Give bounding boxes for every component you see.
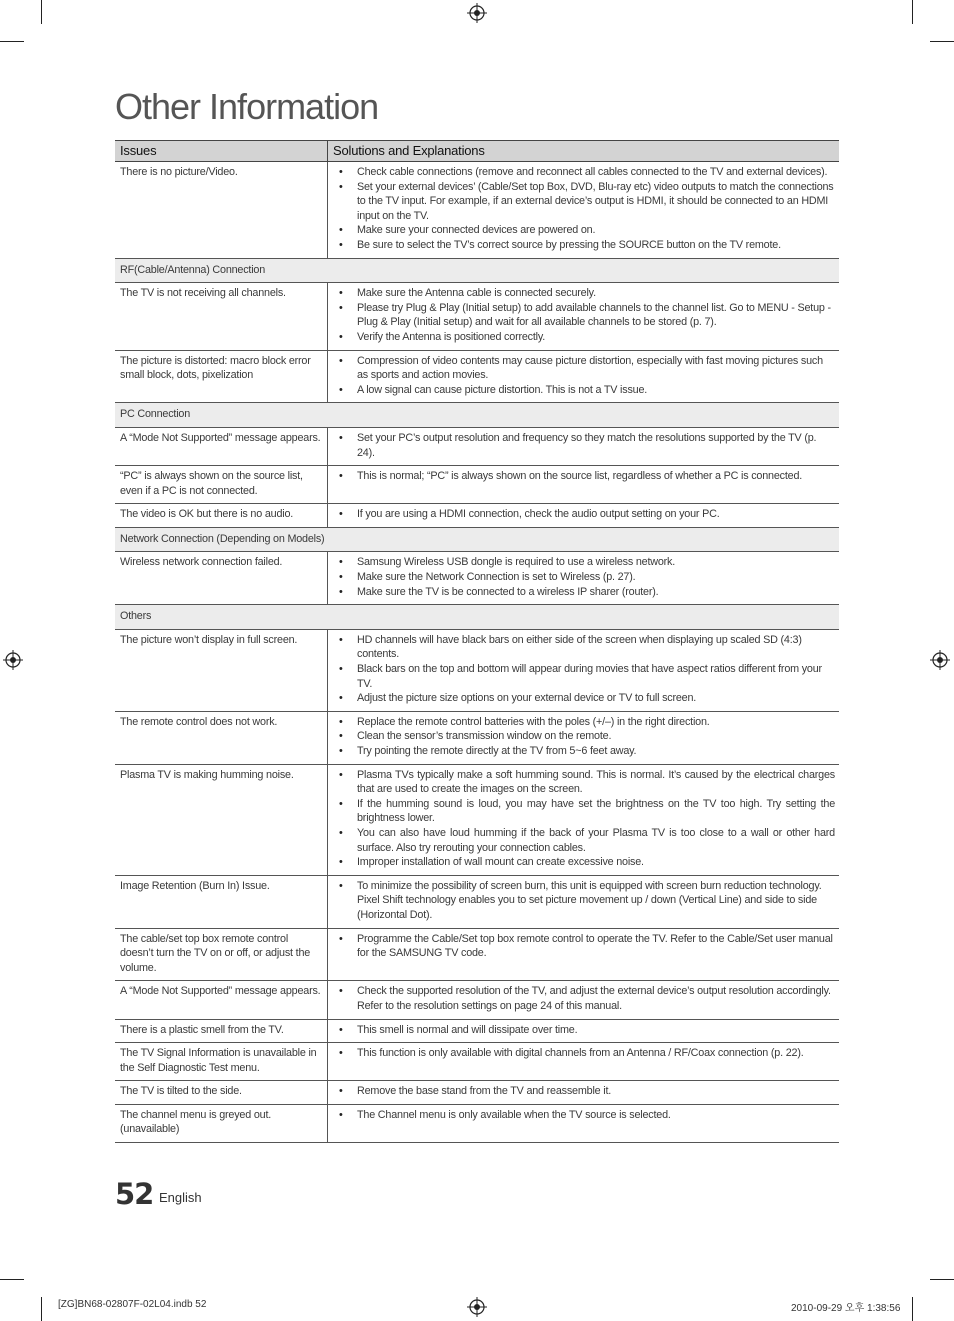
- table-row: [115, 981, 839, 1019]
- solution-list: [333, 879, 835, 923]
- solution-item: • This smell is normal and will dissipate over time.: [333, 1023, 835, 1038]
- section-row: [115, 403, 839, 428]
- page-language: English: [159, 1190, 202, 1205]
- issue-cell: The picture is distorted: macro block error small block, dots, pixelization: [115, 350, 328, 403]
- issue-cell: Wireless network connection failed.: [115, 552, 328, 605]
- crop-mark: [930, 41, 954, 42]
- solution-cell: [328, 764, 840, 875]
- section-label: Network Connection (Depending on Models): [115, 527, 839, 552]
- section-row: [115, 605, 839, 630]
- solution-item: • Verify the Antenna is positioned correctly.: [333, 330, 835, 345]
- solutions-header: Solutions and Explanations: [328, 141, 840, 162]
- slug-date: 2010-09-29 오후 1:38:56: [791, 1303, 901, 1314]
- crop-mark: [912, 1297, 913, 1321]
- solution-cell: [328, 162, 840, 259]
- solution-list: [333, 932, 835, 961]
- solution-cell: [328, 350, 840, 403]
- solution-item: • Check the supported resolution of the TV, and adjust the external device’s output resolution accordingly. Refer to the resolution settings on page 24 of this manual.: [333, 984, 835, 1013]
- solution-list: [333, 469, 835, 484]
- section-label: PC Connection: [115, 403, 839, 428]
- table-row: [115, 928, 839, 981]
- solution-cell: [328, 1104, 840, 1142]
- registration-mark-icon: [467, 3, 487, 23]
- solution-item: • Clean the sensor’s transmission window on the remote.: [333, 729, 835, 744]
- solution-cell: [328, 711, 840, 764]
- solution-item: • Adjust the picture size options on your external device or TV to full screen.: [333, 691, 835, 706]
- solution-item: • Be sure to select the TV’s correct source by pressing the SOURCE button on the TV remote.: [333, 238, 835, 253]
- solution-cell: [328, 466, 840, 504]
- section-row: [115, 258, 839, 283]
- solution-list: [333, 555, 835, 599]
- issue-cell: “PC” is always shown on the source list, even if a PC is not connected.: [115, 466, 328, 504]
- solution-list: [333, 1023, 835, 1038]
- section-label: Others: [115, 605, 839, 630]
- crop-mark: [930, 1279, 954, 1280]
- crop-mark: [912, 0, 913, 24]
- slug-file: [ZG]BN68-02807F-02L04.indb 52: [58, 1299, 207, 1310]
- page-title: Other Information: [115, 86, 379, 127]
- solution-item: • Make sure your connected devices are powered on.: [333, 223, 835, 238]
- table-row: [115, 552, 839, 605]
- troubleshooting-table: [115, 140, 839, 1143]
- issue-cell: The remote control does not work.: [115, 711, 328, 764]
- issue-cell: Image Retention (Burn In) Issue.: [115, 875, 328, 928]
- issue-cell: The cable/set top box remote control doesn’t turn the TV on or off, or adjust the volume.: [115, 928, 328, 981]
- solution-list: [333, 354, 835, 398]
- solution-item: • Compression of video contents may cause picture distortion, especially with fast moving pictures such as sports and action movies.: [333, 354, 835, 383]
- solution-list: [333, 1084, 835, 1099]
- solution-list: [333, 768, 835, 870]
- table-row: [115, 283, 839, 350]
- solution-item: • This function is only available with digital channels from an Antenna / RF/Coax connection (p. 22).: [333, 1046, 835, 1061]
- solution-item: • Check cable connections (remove and reconnect all cables connected to the TV and external devices).: [333, 165, 835, 180]
- registration-mark-icon: [3, 650, 23, 670]
- solution-list: [333, 1108, 835, 1123]
- solution-item: • Samsung Wireless USB dongle is required to use a wireless network.: [333, 555, 835, 570]
- table-row: [115, 427, 839, 465]
- solution-cell: [328, 1019, 840, 1043]
- solution-item: • Set your external devices’ (Cable/Set top Box, DVD, Blu-ray etc) video outputs to match the connections to the TV input. For example, if an external device’s output is HDMI, it should be connected to an HDMI input on the TV.: [333, 180, 835, 224]
- solution-list: [333, 633, 835, 706]
- solution-item: • Please try Plug & Play (Initial setup) to add available channels to the channel list. Go to MENU - Setup - Plug & Play (Initial setup) and wait for all available channels to be stored (p. 7).: [333, 301, 835, 330]
- solution-item: • Make sure the Network Connection is set to Wireless (p. 27).: [333, 570, 835, 585]
- issue-cell: The picture won’t display in full screen.: [115, 629, 328, 711]
- table-row: [115, 629, 839, 711]
- table-header-row: [115, 141, 839, 162]
- solution-cell: [328, 552, 840, 605]
- solution-item: • The Channel menu is only available when the TV source is selected.: [333, 1108, 835, 1123]
- table-row: [115, 350, 839, 403]
- solution-item: • Replace the remote control batteries with the poles (+/–) in the right direction.: [333, 715, 835, 730]
- table-body: [115, 162, 839, 1143]
- solution-item: • Make sure the Antenna cable is connected securely.: [333, 286, 835, 301]
- solution-item: • Make sure the TV is be connected to a wireless IP sharer (router).: [333, 585, 835, 600]
- solution-item: • This is normal; “PC” is always shown on the source list, regardless of whether a PC is connected.: [333, 469, 835, 484]
- issue-cell: A “Mode Not Supported” message appears.: [115, 427, 328, 465]
- solution-item: • Plasma TVs typically make a soft humming sound. This is normal. It’s caused by the electrical charges that are used to create the images on the screen.: [333, 768, 835, 797]
- solution-item: • Black bars on the top and bottom will appear during movies that have aspect ratios different from your TV.: [333, 662, 835, 691]
- solution-list: [333, 431, 835, 460]
- solution-item: • Improper installation of wall mount can create excessive noise.: [333, 855, 835, 870]
- issues-header: Issues: [115, 141, 328, 162]
- registration-mark-icon: [930, 650, 950, 670]
- solution-cell: [328, 981, 840, 1019]
- table-row: [115, 764, 839, 875]
- issue-cell: The TV Signal Information is unavailable in the Self Diagnostic Test menu.: [115, 1043, 328, 1081]
- solution-cell: [328, 629, 840, 711]
- table-row: [115, 1043, 839, 1081]
- solution-cell: [328, 875, 840, 928]
- issue-cell: Plasma TV is making humming noise.: [115, 764, 328, 875]
- registration-mark-icon: [467, 1297, 487, 1317]
- crop-mark: [0, 1279, 24, 1280]
- table-row: [115, 711, 839, 764]
- solution-cell: [328, 928, 840, 981]
- solution-cell: [328, 504, 840, 528]
- issue-cell: There is a plastic smell from the TV.: [115, 1019, 328, 1043]
- table-row: [115, 1081, 839, 1105]
- section-label: RF(Cable/Antenna) Connection: [115, 258, 839, 283]
- issue-cell: A “Mode Not Supported” message appears.: [115, 981, 328, 1019]
- solution-item: • If the humming sound is loud, you may have set the brightness on the TV too high. Try setting the brightness lower.: [333, 797, 835, 826]
- issue-cell: The video is OK but there is no audio.: [115, 504, 328, 528]
- solution-cell: [328, 283, 840, 350]
- solution-item: • Programme the Cable/Set top box remote control to operate the TV. Refer to the Cable/Set user manual for the SAMSUNG TV code.: [333, 932, 835, 961]
- solution-item: • Remove the base stand from the TV and reassemble it.: [333, 1084, 835, 1099]
- table-row: [115, 504, 839, 528]
- section-row: [115, 527, 839, 552]
- table-row: [115, 466, 839, 504]
- solution-list: [333, 507, 835, 522]
- solution-item: • To minimize the possibility of screen burn, this unit is equipped with screen burn reduction technology. Pixel Shift technology enables you to set picture movement up / down (Vertical Line) and side to side (Horizontal Dot).: [333, 879, 835, 923]
- page-number: 52: [115, 1177, 154, 1211]
- solution-item: • You can also have loud humming if the back of your Plasma TV is too close to a wall or other hard surface. Also try rerouting your connection cables.: [333, 826, 835, 855]
- solution-item: • If you are using a HDMI connection, check the audio output setting on your PC.: [333, 507, 835, 522]
- issue-cell: The channel menu is greyed out. (unavailable): [115, 1104, 328, 1142]
- table-row: [115, 162, 839, 259]
- solution-cell: [328, 1043, 840, 1081]
- solution-item: • Try pointing the remote directly at the TV from 5~6 feet away.: [333, 744, 835, 759]
- issue-cell: There is no picture/Video.: [115, 162, 328, 259]
- solution-list: [333, 984, 835, 1013]
- issue-cell: The TV is tilted to the side.: [115, 1081, 328, 1105]
- issue-cell: The TV is not receiving all channels.: [115, 283, 328, 350]
- solution-cell: [328, 1081, 840, 1105]
- solution-item: • A low signal can cause picture distortion. This is not a TV issue.: [333, 383, 835, 398]
- solution-list: [333, 1046, 835, 1061]
- solution-list: [333, 286, 835, 344]
- solution-item: • Set your PC’s output resolution and frequency so they match the resolutions supported by the TV (p. 24).: [333, 431, 835, 460]
- table-row: [115, 875, 839, 928]
- solution-list: [333, 165, 835, 253]
- table-row: [115, 1104, 839, 1142]
- table-row: [115, 1019, 839, 1043]
- crop-mark: [41, 1297, 42, 1321]
- solution-list: [333, 715, 835, 759]
- solution-cell: [328, 427, 840, 465]
- crop-mark: [0, 41, 24, 42]
- crop-mark: [41, 0, 42, 24]
- solution-item: • HD channels will have black bars on either side of the screen when displaying up scaled SD (4:3) contents.: [333, 633, 835, 662]
